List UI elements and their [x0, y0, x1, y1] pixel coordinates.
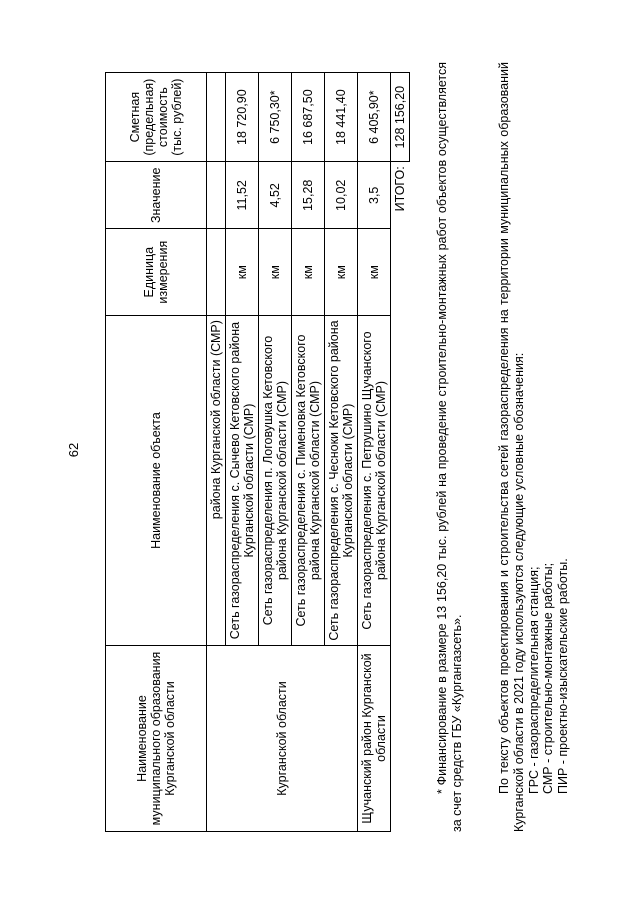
header-value: Значение — [106, 162, 207, 229]
cost-cell: 6 405,90* — [358, 73, 391, 162]
list-item: ПИР - проектно-изыскательские работы. — [556, 558, 570, 794]
value-cell: 3,5 — [358, 162, 391, 229]
total-row — [391, 73, 410, 832]
header-object: Наименование объекта — [106, 316, 207, 646]
cost-cell: 16 687,50 — [292, 73, 325, 162]
header-municipality: Наименование муниципального образования Курганской области — [106, 645, 207, 831]
cost-cell: 18 720,90 — [226, 73, 259, 162]
list-item: ГРС - газораспределительная станция; — [526, 566, 541, 794]
header-unit: Единица измерения — [106, 229, 207, 316]
value-cell: 4,52 — [259, 162, 292, 229]
cost-cell: 6 750,30* — [259, 73, 292, 162]
explanation-block — [497, 62, 571, 832]
unit-cell — [207, 229, 226, 316]
municipality-cell: Курганской области — [207, 645, 358, 831]
list-item: СМР - строительно-монтажные работы; — [541, 562, 556, 794]
value-cell: 11,52 — [226, 162, 259, 229]
unit-cell: км — [358, 229, 391, 316]
value-cell — [207, 162, 226, 229]
table-header-row — [106, 73, 207, 832]
objects-table — [105, 72, 410, 832]
table-row — [358, 73, 391, 832]
municipality-cell: Щучанский район Курганской области — [358, 645, 391, 831]
object-cell: Сеть газораспределения с. Чесноки Кетовского района Курганской области (СМР) — [325, 316, 358, 646]
cost-cell: 18 441,40 — [325, 73, 358, 162]
table-row — [207, 73, 226, 832]
unit-cell: км — [226, 229, 259, 316]
value-cell: 15,28 — [292, 162, 325, 229]
value-cell: 10,02 — [325, 162, 358, 229]
cost-cell — [207, 73, 226, 162]
unit-cell: км — [259, 229, 292, 316]
object-cell: района Курганской области (СМР) — [207, 316, 226, 646]
explanation-intro: По тексту объектов проектирования и строительства сетей газораспределения на территории муниципальных образований Курганской области в 2021 году используются следующие условные обозначения: — [497, 62, 526, 832]
total-value: 128 156,20 — [391, 73, 410, 162]
header-cost: Сметная (предельная) стоимость (тыс. рублей) — [106, 73, 207, 162]
footnote: * Финансирование в размере 13 156,20 тыс. рублей на проведение строительно-монтажных работ объектов осуществляется за счет средств ГБУ «Кургангазсеть». — [435, 62, 464, 832]
object-cell: Сеть газораспределения п. Логовушка Кетовского района Курганской области (СМР) — [259, 316, 292, 646]
unit-cell: км — [325, 229, 358, 316]
object-cell: Сеть газораспределения с. Петрушино Щучанского района Курганской области (СМР) — [358, 316, 391, 646]
object-cell: Сеть газораспределения с. Пименовка Кетовского района Курганской области (СМР) — [292, 316, 325, 646]
total-label: ИТОГО: — [391, 162, 410, 229]
page-number: 62 — [66, 442, 81, 458]
unit-cell: км — [292, 229, 325, 316]
object-cell: Сеть газораспределения с. Сычево Кетовского района Курганской области (СМР) — [226, 316, 259, 646]
